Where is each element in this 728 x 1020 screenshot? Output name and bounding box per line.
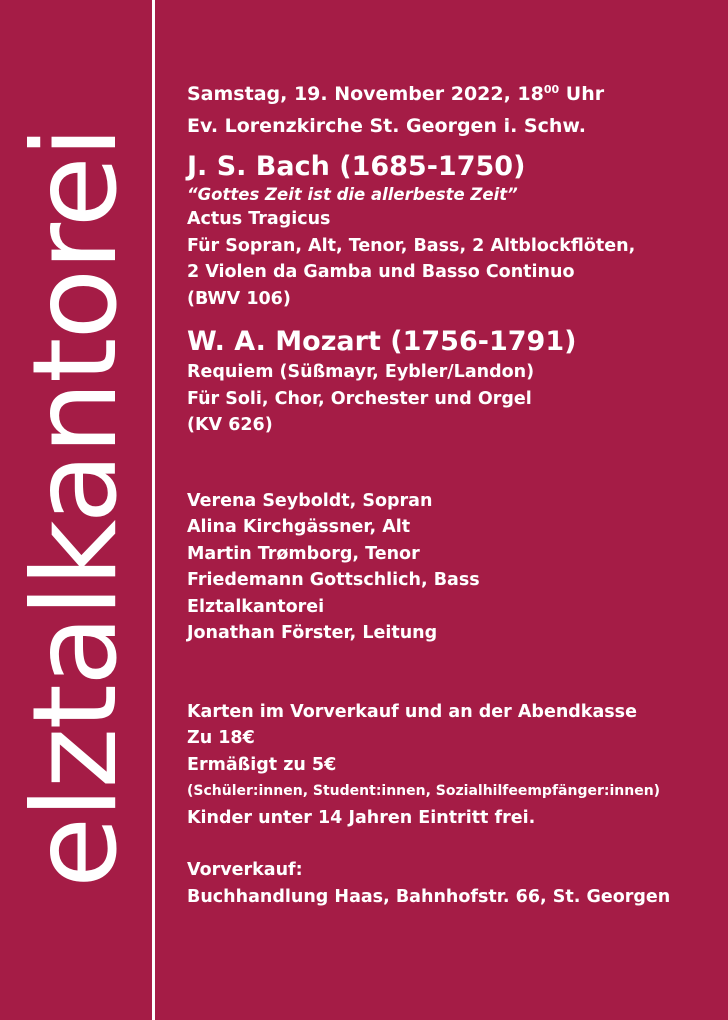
composer-heading: J. S. Bach (1685-1750) <box>187 151 526 182</box>
poster-content <box>187 78 717 910</box>
event-date-time <box>187 78 717 110</box>
performers-list <box>187 488 717 647</box>
event-time-minutes: 00 <box>543 83 560 96</box>
work-line: (KV 626) <box>187 415 273 435</box>
performer: Jonathan Förster, Leitung <box>187 623 438 643</box>
event-time-unit: Uhr <box>559 83 605 105</box>
ticket-reduced: Ermäßigt zu 5€ <box>187 754 337 775</box>
presale-location: Buchhandlung Haas, Bahnhofstr. 66, St. Georgen <box>187 886 671 907</box>
work-bach <box>187 150 717 312</box>
ticket-price: Zu 18€ <box>187 728 255 748</box>
ticket-reduced-note: (Schüler:innen, Student:innen, Sozialhilfeempfänger:innen) <box>187 783 661 799</box>
event-venue: Ev. Lorenzkirche St. Georgen i. Schw. <box>187 115 586 137</box>
work-line: Requiem (Süßmayr, Eybler/Landon) <box>187 362 535 382</box>
performer: Verena Seyboldt, Sopran <box>187 490 433 511</box>
work-line: Für Sopran, Alt, Tenor, Bass, 2 Altblockflöten, <box>187 235 636 256</box>
ticket-children: Kinder unter 14 Jahren Eintritt frei. <box>187 807 536 828</box>
composer-heading: W. A. Mozart (1756-1791) <box>187 326 577 357</box>
vertical-title: elztalkantorei <box>8 127 143 889</box>
event-date: Samstag, 19. November 2022, 18 <box>187 83 544 105</box>
work-line: 2 Violen da Gamba und Basso Continuo <box>187 262 575 282</box>
work-line: Actus Tragicus <box>187 209 331 229</box>
performer: Martin Trømborg, Tenor <box>187 543 420 564</box>
presale-label: Vorverkauf: <box>187 860 303 880</box>
vertical-divider <box>152 0 155 1020</box>
ticket-line: Karten im Vorverkauf und an der Abendkasse <box>187 701 637 722</box>
performer: Friedemann Gottschlich, Bass <box>187 570 480 590</box>
work-subtitle: “Gottes Zeit ist die allerbeste Zeit” <box>187 185 518 204</box>
event-info <box>187 78 717 142</box>
work-mozart <box>187 325 717 439</box>
performer: Alina Kirchgässner, Alt <box>187 517 411 537</box>
work-line: Für Soli, Chor, Orchester und Orgel <box>187 388 532 409</box>
sidebar-band <box>0 0 152 1020</box>
ticket-info <box>187 699 717 832</box>
work-line: (BWV 106) <box>187 288 291 309</box>
presale-info <box>187 857 717 910</box>
performer: Elztalkantorei <box>187 596 325 617</box>
